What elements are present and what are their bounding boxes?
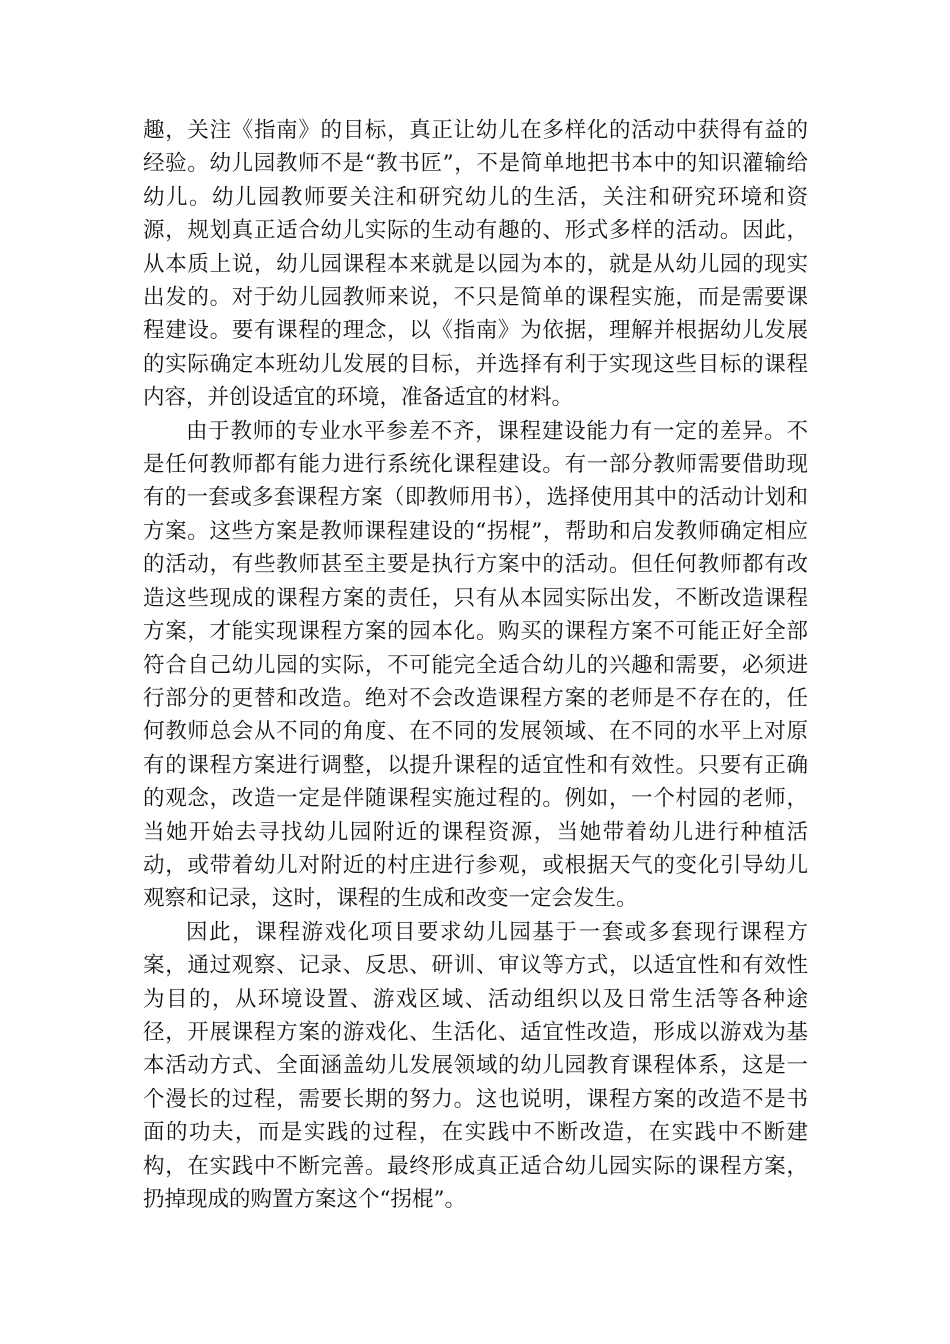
paragraph-2: 由于教师的专业水平参差不齐，课程建设能力有一定的差异。不是任何教师都有能力进行系统化课程建设。有一部分教师需要借助现有的一套或多套课程方案（即教师用书），选择使用其中的活动计划和方案。这些方案是教师课程建设的“拐棍”，帮助和启发教师确定相应的活动，有些教师甚至主要是执行方案中的活动。但任何教师都有改造这些现成的课程方案的责任，只有从本园实际出发，不断改造课程方案，才能实现课程方案的园本化。购买的课程方案不可能正好全部符合自己幼儿园的实际，不可能完全适合幼儿的兴趣和需要，必须进行部分的更替和改造。绝对不会改造课程方案的老师是不存在的，任何教师总会从不同的角度、在不同的发展领域、在不同的水平上对原有的课程方案进行调整，以提升课程的适宜性和有效性。只要有正确的观念，改造一定是伴随课程实施过程的。例如，一个村园的老师，当她开始去寻找幼儿园附近的课程资源，当她带着幼儿进行种植活动，或带着幼儿对附近的村庄进行参观，或根据天气的变化引导幼儿观察和记录，这时，课程的生成和改变一定会发生。 xyxy=(143,418,808,912)
document-page xyxy=(143,114,808,1216)
paragraph-3: 因此，课程游戏化项目要求幼儿园基于一套或多套现行课程方案，通过观察、记录、反思、研训、审议等方式，以适宜性和有效性为目的，从环境设置、游戏区域、活动组织以及日常生活等各种途径，开展课程方案的游戏化、生活化、适宜性改造，形成以游戏为基本活动方式、全面涵盖幼儿发展领域的幼儿园教育课程体系，这是一个漫长的过程，需要长期的努力。这也说明，课程方案的改造不是书面的功夫，而是实践的过程，在实践中不断改造，在实践中不断建构，在实践中不断完善。最终形成真正适合幼儿园实际的课程方案，扔掉现成的购置方案这个“拐棍”。 xyxy=(143,919,808,1212)
paragraph-1: 趣，关注《指南》的目标，真正让幼儿在多样化的活动中获得有益的经验。幼儿园教师不是“教书匠”，不是简单地把书本中的知识灌输给幼儿。幼儿园教师要关注和研究幼儿的生活，关注和研究环境和资源，规划真正适合幼儿实际的生动有趣的、形式多样的活动。因此，从本质上说，幼儿园课程本来就是以园为本的，就是从幼儿园的现实出发的。对于幼儿园教师来说，不只是简单的课程实施，而是需要课程建设。要有课程的理念，以《指南》为依据，理解并根据幼儿发展的实际确定本班幼儿发展的目标，并选择有利于实现这些目标的课程内容，并创设适宜的环境，准备适宜的材料。 xyxy=(143,118,808,411)
